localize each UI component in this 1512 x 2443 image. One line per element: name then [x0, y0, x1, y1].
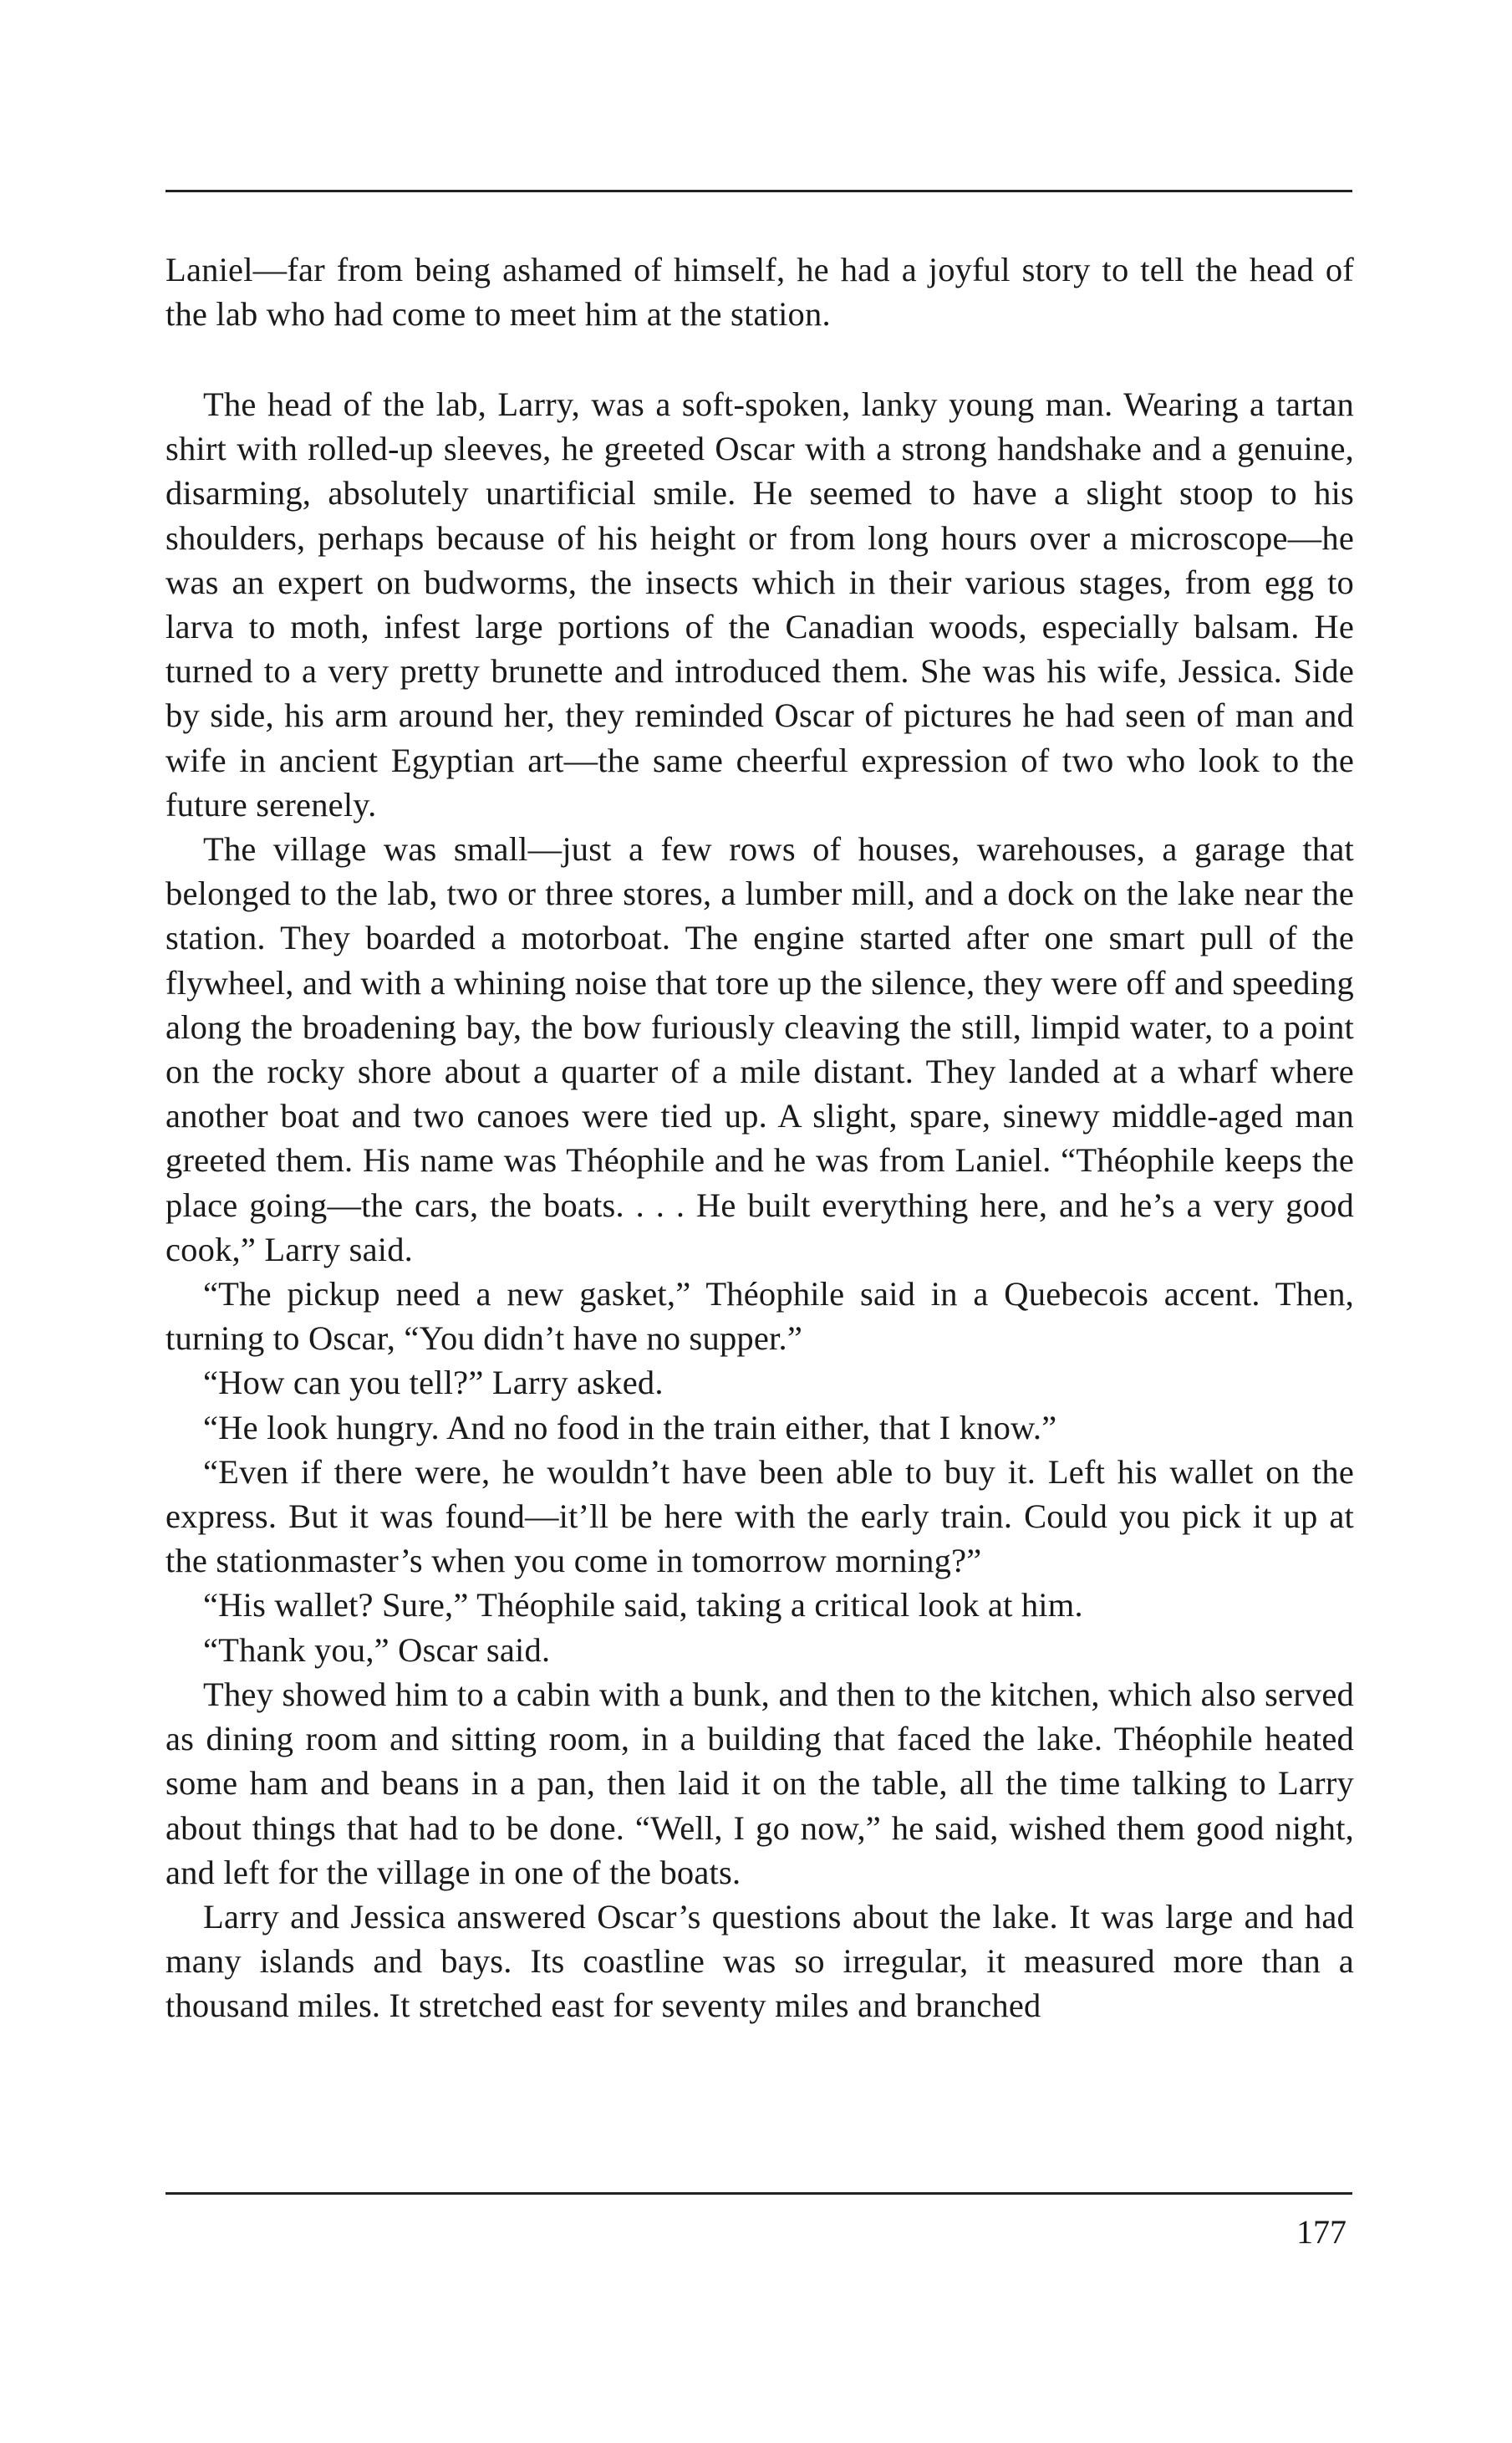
top-rule — [165, 190, 1352, 192]
bottom-rule — [165, 2192, 1352, 2195]
paragraph: The village was small—just a few rows of houses, warehouses, a garage that belonged to the lab, two or three stores, a lumber mill, and a dock on the lake near the station. They boarded a motorboat. The engine started after one smart pull of the flywheel, and with a whining noise that tore up the silence, they were off and speeding along the broadening bay, the bow furiously cleaving the still, limpid water, to a point on the rocky shore about a quarter of a mile distant. They landed at a wharf where another boat and two canoes were tied up. A slight, spare, sinewy middle-aged man greeted them. His name was Théophile and he was from Laniel. “Théophile keeps the place going—the cars, the boats. . . . He built everything here, and he’s a very good cook,” Larry said. — [165, 830, 1354, 1268]
body-text — [165, 382, 1354, 2028]
paragraph: They showed him to a cabin with a bunk, and then to the kitchen, which also served as dining room and sitting room, in a building that faced the lake. Théophile heated some ham and beans in a pan, then laid it on the table, all the time talking to Larry about things that had to be done. “Well, I go now,” he said, wished them good night, and left for the village in one of the boats. — [165, 1675, 1354, 1891]
paragraph: “Even if there were, he wouldn’t have been able to buy it. Left his wallet on the express. But it was found—it’ll be here with the early train. Could you pick it up at the stationmaster’s when you come in tomorrow morning?” — [165, 1452, 1354, 1580]
paragraph: “How can you tell?” Larry asked. — [203, 1364, 664, 1402]
paragraph: “Thank you,” Oscar said. — [203, 1630, 551, 1669]
page-number: 177 — [1296, 2213, 1347, 2251]
paragraph: Larry and Jessica answered Oscar’s questions about the lake. It was large and had many islands and bays. Its coastline was so irregular, it measured more than a thousand miles. It stretched east for seventy miles and branched — [165, 1897, 1354, 2025]
paragraph: “The pickup need a new gasket,” Théophile said in a Quebecois accent. Then, turning to Oscar, “You didn’t have no supper.” — [165, 1275, 1354, 1358]
paragraph: “His wallet? Sure,” Théophile said, taking a critical look at him. — [203, 1586, 1083, 1624]
opening-paragraph: Laniel—far from being ashamed of himself, he had a joyful story to tell the head of the lab who had come to meet him at the station. — [165, 251, 1354, 334]
paragraph: “He look hungry. And no food in the train either, that I know.” — [203, 1408, 1057, 1446]
opening-paragraph-block — [165, 247, 1354, 336]
paragraph: The head of the lab, Larry, was a soft-spoken, lanky young man. Wearing a tartan shirt with rolled-up sleeves, he greeted Oscar with a strong handshake and a genuine, disarming, absolutely unartificial smile. He seemed to have a slight stoop to his shoulders, perhaps because of his height or from long hours over a microscope—he was an expert on budworms, the insects which in their various stages, from egg to larva to moth, infest large portions of the Canadian woods, especially balsam. He turned to a very pretty brunette and introduced them. She was his wife, Jessica. Side by side, his arm around her, they reminded Oscar of pictures he had seen of man and wife in ancient Egyptian art—the same cheerful expression of two who look to the future serenely. — [165, 385, 1354, 824]
